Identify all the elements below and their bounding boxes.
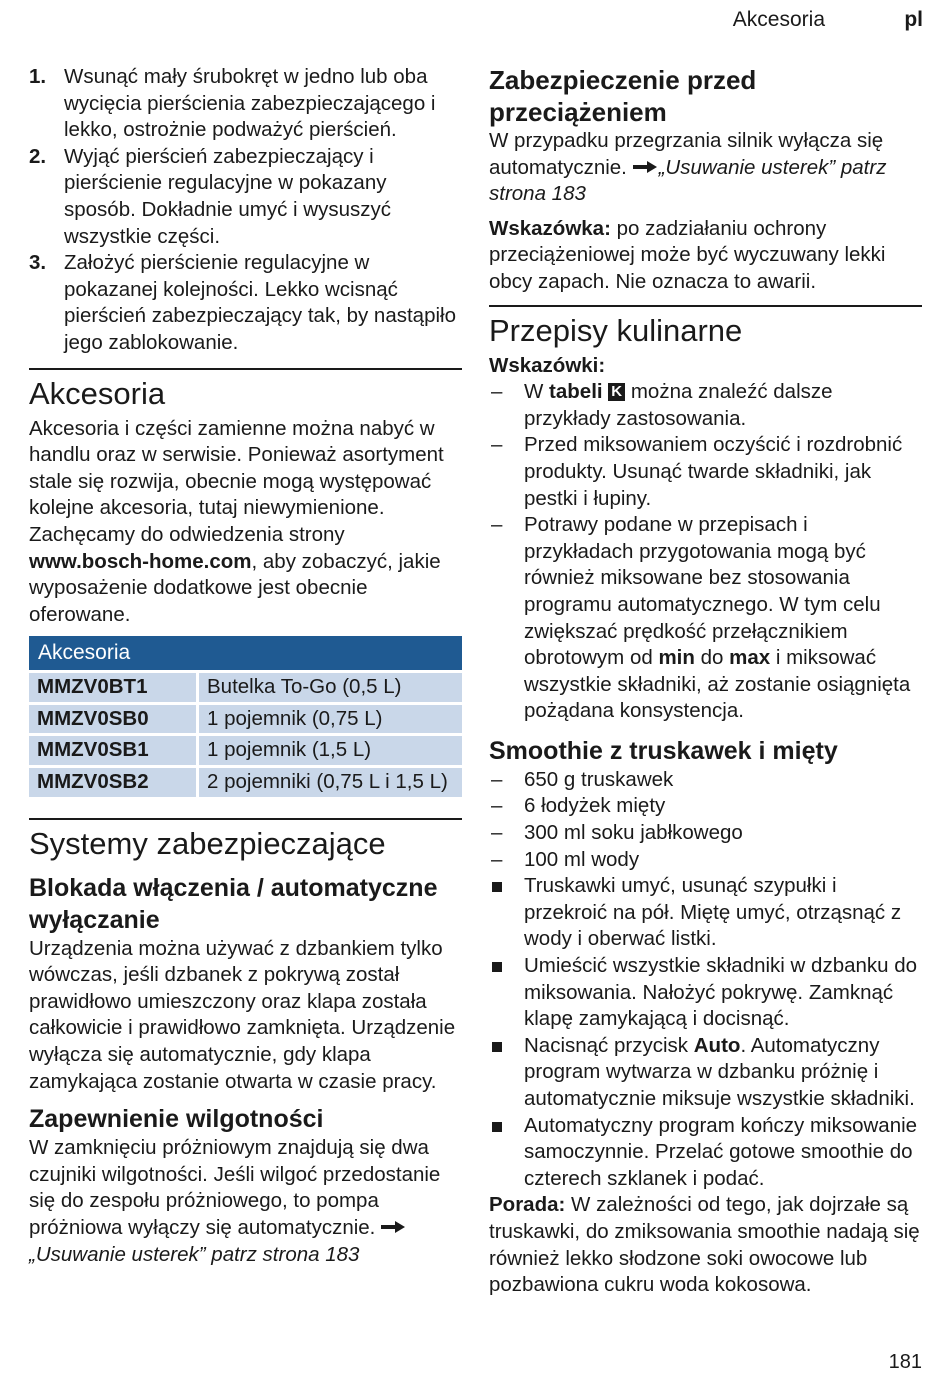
table-header: Akcesoria [29,636,462,672]
list-item: – 650 g truskawek [491,767,674,791]
ingredient: 100 ml wody [524,847,640,871]
step-number: 1. [29,65,47,88]
list-item [29,250,462,356]
table-row [29,767,462,799]
table-row [29,672,462,704]
hint-text: po zadziałaniu ochrony przeciążeniowej może być wyczuwany lekki obcy zapach. Nie oznacza to awarii. [489,216,886,293]
hint-text: Potrawy podane w przepisach i przykładach przygotowania mogą być również miksowane bez stosowania programu automatycznego. W tym celu zwiększać prędkość przełącznikiem obrotowym od [524,513,881,670]
list-item [489,1113,922,1193]
section-divider [29,818,462,820]
step-text: Wyjąć pierścień zabezpieczający i pierścienie regulacyjne w pokazany sposób. Dokładnie umyć i wysuszyć wszystkie części. [64,144,391,248]
smoothie-heading: Smoothie z truskawek i mięty [489,736,838,765]
accessory-description: Butelka To-Go (0,5 L) [198,672,463,704]
auto-button-label: Auto [693,1033,741,1057]
hint-text: W [524,380,550,404]
accessory-code: MMZV0BT1 [29,672,198,704]
accessory-code: MMZV0SB0 [29,703,198,735]
troubleshooting-reference[interactable]: „Usuwanie usterek” patrz strona 183 [29,1242,360,1266]
square-bullet-icon [492,1122,502,1132]
step-text: . Automatyczny program wytwarza w dzbanku próżnię i automatycznie miksuje wszystkie składniki. [524,1033,915,1110]
square-bullet-icon [492,1042,502,1052]
accessory-description: 1 pojemnik (0,75 L) [198,703,463,735]
ingredients-list [489,767,922,873]
step-text: Automatyczny program kończy miksowanie samoczynnie. Przelać gotowe smoothie do czterech szklanek i podać. [524,1113,918,1190]
ingredient: 650 g truskawek [524,767,674,791]
lock-subheading: Blokada włączenia / automatyczne wyłączanie [29,873,438,934]
list-item [29,144,462,250]
table-row [29,735,462,767]
overload-text: W przypadku przegrzania silnik wyłącza się automatycznie. [489,129,884,179]
overload-heading: Zabezpieczenie przed przeciążeniem [489,65,757,127]
table-reference: tabeli [549,380,603,404]
step-text: Nacisnąć przycisk [524,1033,694,1057]
list-item: – Przed miksowaniem oczyścić i rozdrobnić produkty. Usunąć twarde składniki, jak pestki i łupiny. [491,433,903,510]
step-number: 3. [29,251,47,275]
accessories-heading: Akcesoria [29,375,166,411]
troubleshooting-reference[interactable]: „Usuwanie usterek” patrz strona 183 [489,155,887,206]
square-bullet-icon [492,882,502,892]
list-item: – W tabeli K można znaleźć dalsze przykłady zastosowania. [491,380,833,430]
bosch-website-link[interactable]: www.bosch-home.com [29,549,252,573]
ring-assembly-steps [29,64,462,357]
accessories-text: Akcesoria i części zamienne można nabyć w handlu oraz w serwisie. Ponieważ asortyment stale się rozwija, obecnie mogą występować kolejne akcesoria, tutaj niewymienione. Zachęcamy do odwiedzenia strony [29,416,444,546]
hint-text: Przed miksowaniem oczyścić i rozdrobnić produkty. Usunąć twarde składniki, jak pestki i łupiny. [524,433,903,510]
header-section-title: Akcesoria [732,8,825,31]
hint-text: i miksować wszystkie składniki, aż zostanie osiągnięta pożądana konsystencja. [524,646,911,723]
accessory-code: MMZV0SB2 [29,767,198,799]
list-item [489,953,922,1033]
hint-text: można znaleźć dalsze przykłady zastosowania. [524,380,833,430]
hint-label: Wskazówka: [489,216,611,240]
preparation-steps [489,873,922,1192]
left-column [29,64,462,1268]
accessory-description: 1 pojemnik (1,5 L) [198,735,463,767]
right-column [489,64,922,1299]
tip-paragraph [489,1192,922,1298]
speed-max-label: max [729,646,771,670]
arrow-right-icon [633,161,657,173]
section-divider [29,368,462,370]
accessories-paragraph [29,416,462,629]
list-item: – 6 łodyżek mięty [491,794,666,818]
list-item: – 100 ml wody [491,847,640,871]
overload-paragraph [489,128,922,208]
recipe-hints-list [489,379,922,725]
humidity-text: W zamknięciu próżniowym znajdują się dwa czujniki wilgotności. Jeśli wilgoć przedostanie się do zespołu próżniowego, to pompa próżniowa wyłączy się automatycznie. [29,1136,441,1239]
list-item [489,1033,922,1113]
list-item: – Potrawy podane w przepisach i przykładach przygotowania mogą być również miksowane bez stosowania programu automatycznego. W tym celu zwiększać prędkość przełącznikiem obrotowym od min do max i miksować wszystkie składniki, aż zostanie osiągnięta pożądana konsystencja. [491,513,911,723]
accessories-text-end: , aby zobaczyć, jakie wyposażenie dodatkowe jest obecnie oferowane. [29,549,441,626]
step-text: Umieścić wszystkie składniki w dzbanku do miksowania. Nałożyć pokrywę. Zamknąć klapę zamykającą i docisnąć. [524,954,918,1031]
table-row [29,703,462,735]
overload-hint [489,216,922,296]
accessories-table [29,636,462,799]
page-number: 181 [888,1351,922,1373]
header-language-code: pl [904,8,923,31]
lock-paragraph: Urządzenia można używać z dzbankiem tylko wówczas, jeśli dzbanek z pokrywą został prawidłowo umieszczony oraz klapa została całkowicie i prawidłowo zamknięta. Urządzenie wyłącza się automatycznie, gdy klapa zamykająca zostanie otwarta w czasie pracy. [29,936,456,1093]
list-item [489,873,922,953]
recipes-heading: Przepisy kulinarne [489,312,743,348]
square-bullet-icon [492,962,502,972]
step-text: Truskawki umyć, usunąć szypułki i przekroić na pół. Miętę umyć, otrząsnąć z wody i oberwać listki. [524,874,902,951]
ingredient: 300 ml soku jabłkowego [524,821,743,845]
section-divider [489,305,922,307]
arrow-right-icon [381,1221,405,1233]
list-item [29,64,462,144]
step-text: Wsunąć mały śrubokręt w jedno lub oba wycięcia pierścienia zabezpieczającego i lekko, ostrożnie podważyć pierścień. [64,65,436,142]
speed-min-label: min [658,646,695,670]
accessory-description: 2 pojemniki (0,75 L i 1,5 L) [198,767,463,799]
tip-text: W zależności od tego, jak dojrzałe są truskawki, do zmiksowania smoothie nadają się również lekko słodzone soki owocowe lub pozbawiona cukru woda kokosowa. [489,1193,920,1297]
hints-label: Wskazówki: [489,353,606,377]
humidity-paragraph [29,1135,462,1268]
list-item: – 300 ml soku jabłkowego [491,821,743,845]
humidity-subheading: Zapewnienie wilgotności [29,1105,324,1134]
hint-text: do [694,646,730,670]
table-k-badge: K [608,383,625,401]
safety-systems-heading: Systemy zabezpieczające [29,825,386,861]
accessory-code: MMZV0SB1 [29,735,198,767]
ingredient: 6 łodyżek mięty [524,794,666,818]
step-text: Założyć pierścienie regulacyjne w pokazanej kolejności. Lekko wcisnąć pierścień zabezpieczający tak, by nastąpiło jego zablokowanie. [64,251,456,354]
tip-label: Porada: [489,1193,566,1217]
step-number: 2. [29,144,47,168]
